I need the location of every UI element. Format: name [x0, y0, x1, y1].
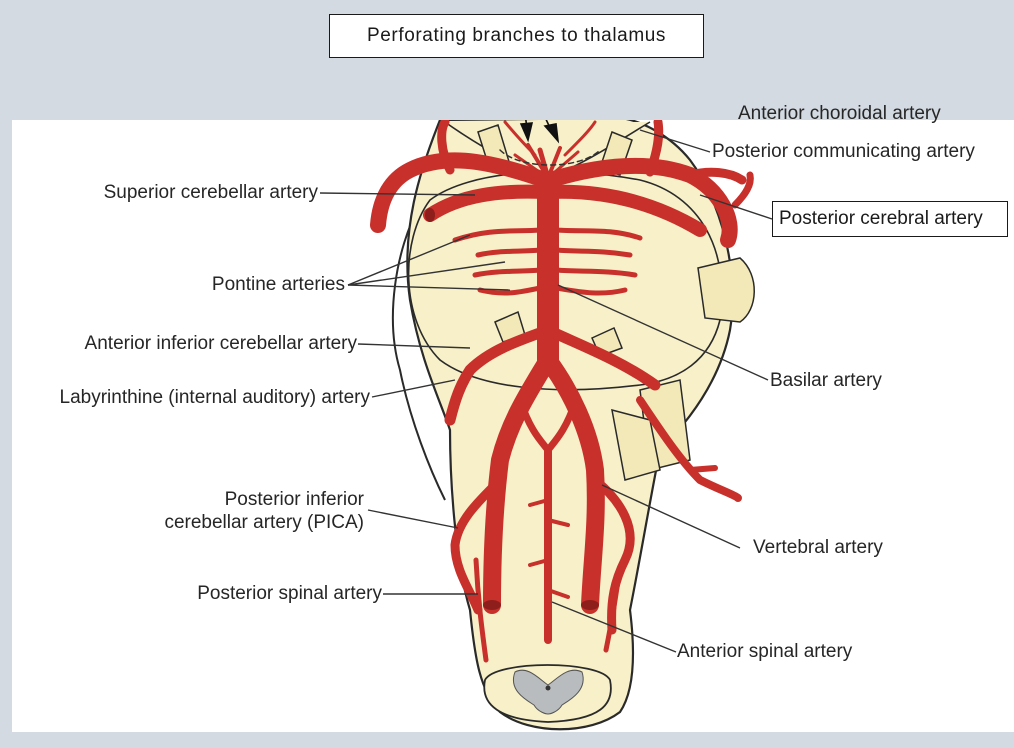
posterior-cerebral-artery-label: Posterior cerebral artery — [772, 201, 1008, 237]
anterior-choroidal-artery-label: Anterior choroidal artery — [738, 103, 941, 124]
pica-label-line2: cerebellar artery (PICA) — [164, 512, 364, 533]
superior-cerebellar-artery-label: Superior cerebellar artery — [103, 182, 318, 203]
basilar-artery-label: Basilar artery — [770, 370, 882, 391]
labyrinthine-artery-label: Labyrinthine (internal auditory) artery — [59, 387, 370, 408]
pontine-arteries-label: Pontine arteries — [211, 274, 345, 295]
vertebral-artery-label: Vertebral artery — [753, 537, 883, 558]
perforating-branches-label: Perforating branches to thalamus — [329, 14, 704, 58]
pica-label-line1: Posterior inferior — [224, 489, 364, 510]
aica-label: Anterior inferior cerebellar artery — [84, 333, 357, 354]
posterior-spinal-artery-label: Posterior spinal artery — [197, 583, 382, 604]
posterior-communicating-artery-label: Posterior communicating artery — [712, 141, 975, 162]
anterior-spinal-artery-label: Anterior spinal artery — [677, 641, 853, 662]
